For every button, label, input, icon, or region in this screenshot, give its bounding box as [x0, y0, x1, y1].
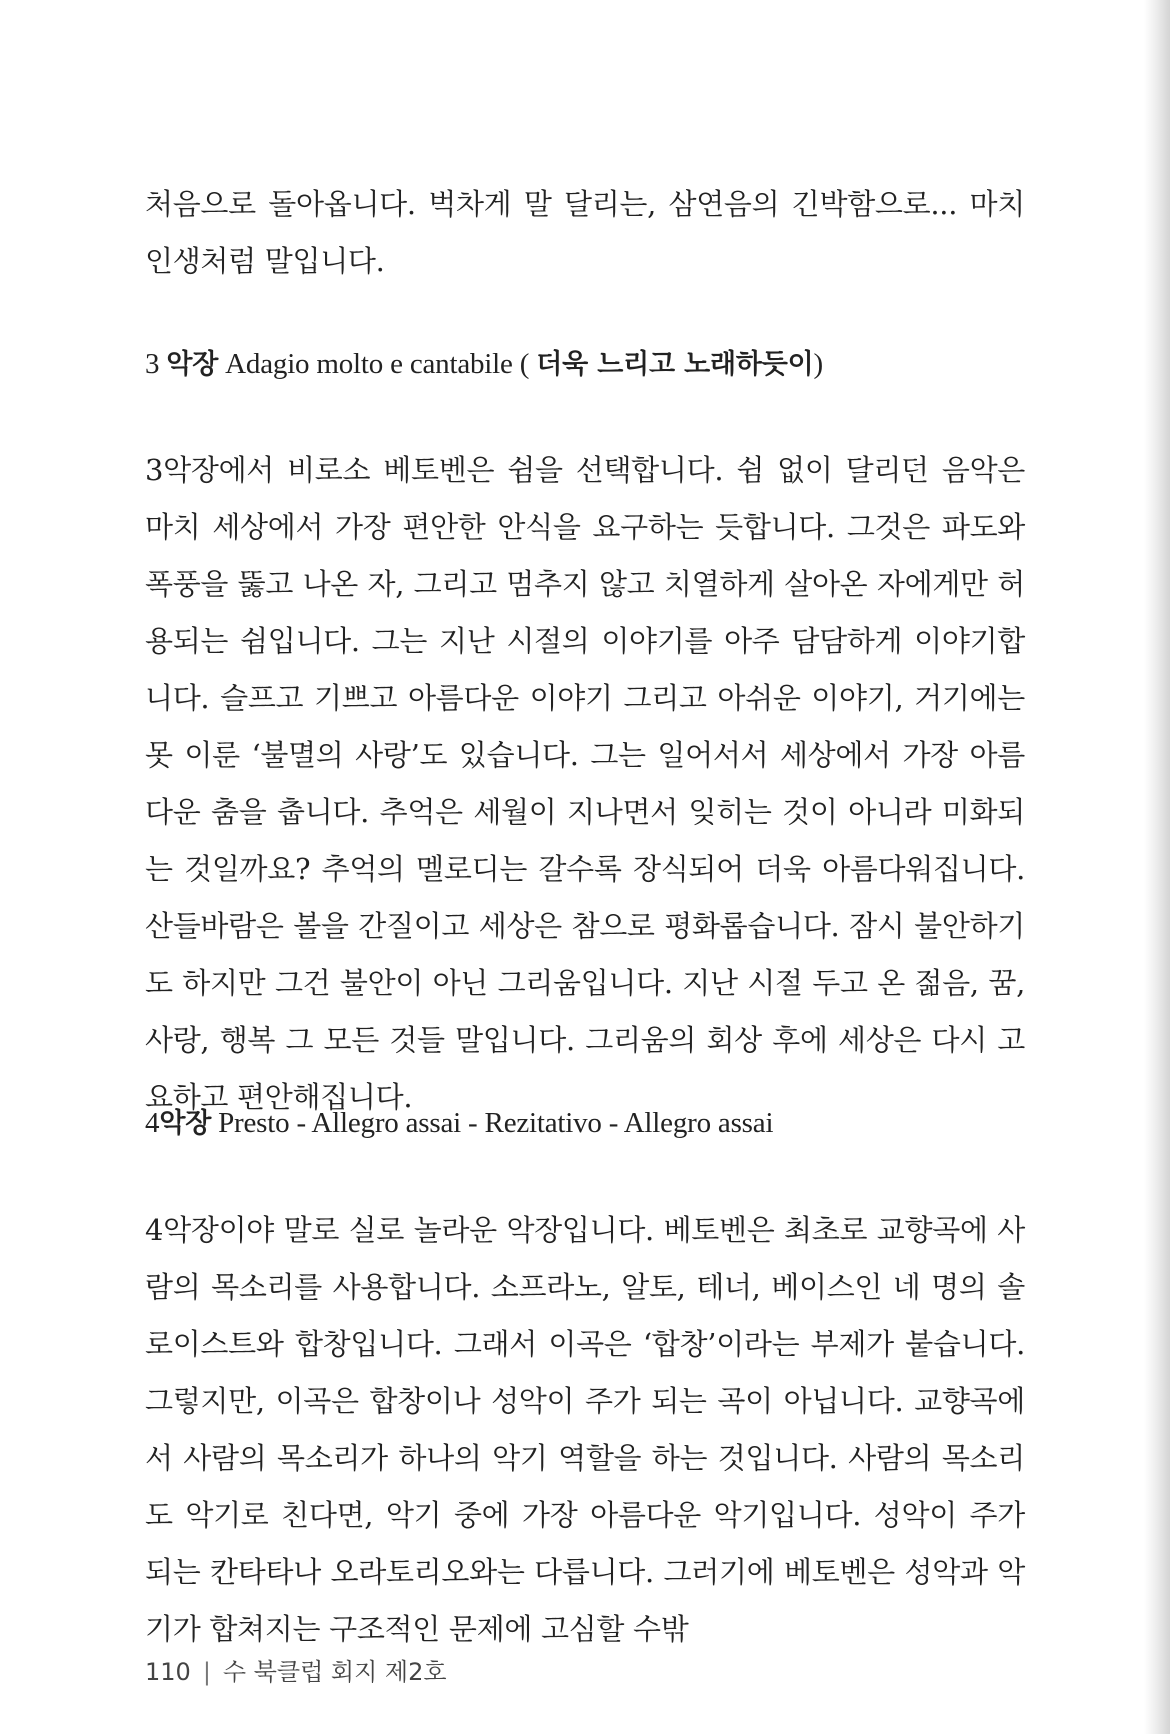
footer-separator: | — [202, 1658, 211, 1686]
movement-4-label: 악장 — [159, 1108, 212, 1139]
intro-paragraph: 처음으로 돌아옵니다. 벅차게 말 달리는, 삼연음의 긴박함으로... 마치 인생처럼 말입니다. — [145, 187, 1025, 278]
movement-3-close: ) — [813, 348, 823, 380]
page-edge-shadow — [1144, 0, 1170, 1734]
movement-3-number: 3 — [145, 348, 167, 380]
movement-4-title: Presto - Allegro assai - Rezitativo - Allegro assai — [211, 1107, 774, 1139]
publication-title: 수 북클럽 회지 제2호 — [222, 1658, 447, 1686]
movement-3-heading — [145, 336, 823, 393]
movement-3-label: 악장 — [166, 349, 219, 380]
movement-4-number: 4 — [145, 1107, 160, 1139]
movement-3-paragraph: 3악장에서 비로소 베토벤은 쉼을 선택합니다. 쉼 없이 달리던 음악은 마치 세상에서 가장 편안한 안식을 요구하는 듯합니다. 그것은 파도와 폭풍을 뚫고 나온 자, 그리고 멈추지 않고 치열하게 살아온 자에게만 허용되는 쉼입니다. 그는 지난 시절의 이야기를 아주 담담하게 이야기합니다. 슬프고 기쁘고 아름다운 이야기 그리고 아쉬운 이야기, 거기에는 못 이룬 ‘불멸의 사랑’도 있습니다. 그는 일어서서 세상에서 가장 아름다운 춤을 춥니다. 추억은 세월이 지나면서 잊히는 것이 아니라 미화되는 것일까요? 추억의 멜로디는 갈수록 장식되어 더욱 아름다워집니다. 산들바람은 볼을 간질이고 세상은 참으로 평화롭습니다. 잠시 불안하기도 하지만 그건 불안이 아닌 그리움입니다. 지난 시절 두고 온 젊음, 꿈, 사랑, 행복 그 모든 것들 말입니다. 그리움의 회상 후에 세상은 다시 고요하고 편안해집니다. — [145, 453, 1025, 1114]
page-number: 110 — [145, 1658, 191, 1686]
movement-4-paragraph: 4악장이야 말로 실로 놀라운 악장입니다. 베토벤은 최초로 교향곡에 사람의 목소리를 사용합니다. 소프라노, 알토, 테너, 베이스인 네 명의 솔로이스트와 합창입니다. 그래서 이곡은 ‘합창’이라는 부제가 붙습니다. 그렇지만, 이곡은 합창이나 성악이 주가 되는 곡이 아닙니다. 교향곡에서 사람의 목소리가 하나의 악기 역할을 하는 것입니다. 사람의 목소리도 악기로 친다면, 악기 중에 가장 아름다운 악기입니다. 성악이 주가 되는 칸타타나 오라토리오와는 다릅니다. 그러기에 베토벤은 성악과 악기가 합쳐지는 구조적인 문제에 고심할 수밖 — [145, 1213, 1025, 1646]
movement-3-title: Adagio molto e cantabile ( — [218, 348, 537, 380]
movement-3-title-korean: 더욱 느리고 노래하듯이 — [536, 349, 814, 380]
movement-4-heading — [145, 1095, 773, 1152]
page-footer — [145, 1652, 447, 1687]
